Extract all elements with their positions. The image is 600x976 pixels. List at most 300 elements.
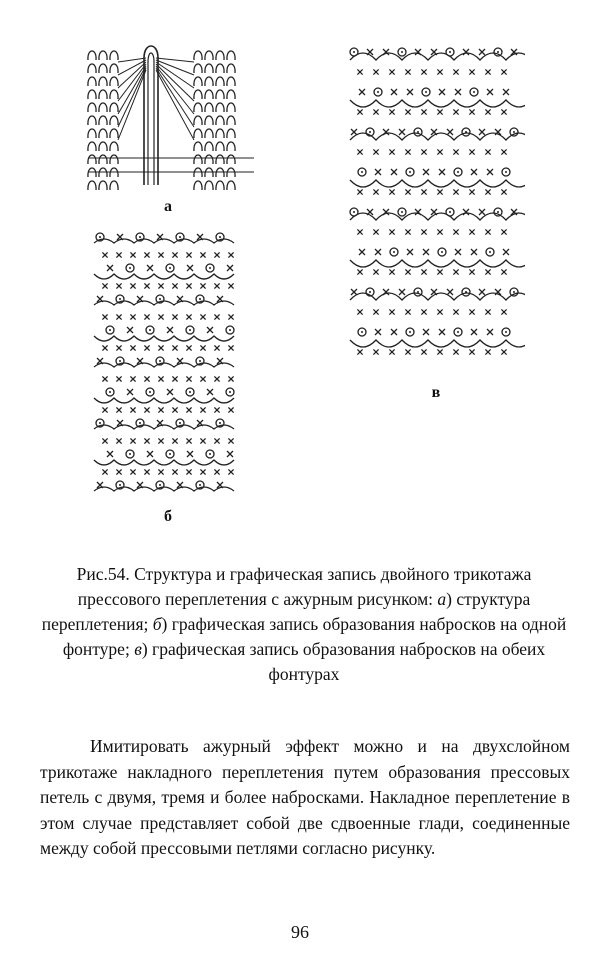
knit-loop: [88, 155, 96, 164]
knit-loop: [205, 77, 213, 86]
cross-mark: [431, 209, 437, 215]
cross-mark: [437, 149, 442, 154]
cross-mark: [501, 189, 506, 194]
knit-loop: [216, 129, 224, 138]
knit-loop: [99, 103, 107, 112]
loop-center: [441, 251, 443, 253]
cross-mark: [431, 49, 437, 55]
knit-loop: [205, 103, 213, 112]
cross-mark: [130, 283, 135, 288]
cross-mark: [228, 283, 233, 288]
loop-center: [401, 51, 403, 53]
knit-loop: [227, 90, 235, 99]
cross-mark: [214, 283, 219, 288]
cross-mark: [102, 314, 107, 319]
knit-loop: [194, 51, 202, 60]
knit-loop: [227, 142, 235, 151]
cross-mark: [399, 289, 405, 295]
cross-mark: [437, 69, 442, 74]
cross-mark: [102, 407, 107, 412]
loop-center: [409, 171, 411, 173]
loop-center: [109, 329, 111, 331]
loop-center: [169, 267, 171, 269]
loop-center: [505, 171, 507, 173]
fan-line: [156, 68, 194, 127]
cross-mark: [172, 314, 177, 319]
loop-center: [119, 484, 121, 486]
knit-loop: [194, 116, 202, 125]
cross-mark: [501, 149, 506, 154]
loop-center: [159, 484, 161, 486]
loop-center: [119, 298, 121, 300]
cross-mark: [485, 349, 490, 354]
knit-loop: [88, 77, 96, 86]
knit-loop: [194, 129, 202, 138]
fan-line: [156, 58, 194, 62]
knit-loop: [216, 142, 224, 151]
cross-mark: [453, 309, 458, 314]
knit-loop: [110, 90, 118, 99]
knit-loop: [99, 129, 107, 138]
cross-mark: [405, 269, 410, 274]
cross-mark: [373, 189, 378, 194]
cross-mark: [172, 376, 177, 381]
cross-mark: [172, 407, 177, 412]
loop-center: [99, 236, 101, 238]
cross-mark: [501, 229, 506, 234]
cross-mark: [471, 249, 477, 255]
knit-loop: [194, 181, 202, 190]
cross-mark: [373, 229, 378, 234]
cross-mark: [144, 252, 149, 257]
cross-mark: [423, 169, 429, 175]
cross-mark: [485, 69, 490, 74]
fan-line: [156, 62, 194, 88]
cross-mark: [187, 265, 193, 271]
cross-mark: [357, 349, 362, 354]
loop-center: [99, 422, 101, 424]
cross-mark: [469, 269, 474, 274]
cross-mark: [405, 309, 410, 314]
cross-mark: [485, 149, 490, 154]
knit-loop: [110, 77, 118, 86]
cross-mark: [172, 438, 177, 443]
page-number: 96: [291, 922, 309, 942]
cross-mark: [367, 49, 373, 55]
cross-mark: [116, 314, 121, 319]
caption-c-text: ) графическая запись образования набросков на обеих фонтурах: [141, 639, 546, 684]
caption-b-marker: б: [152, 614, 162, 634]
cross-mark: [144, 376, 149, 381]
cross-mark: [130, 407, 135, 412]
cross-mark: [130, 252, 135, 257]
loop-center: [179, 422, 181, 424]
cross-mark: [116, 469, 121, 474]
knit-loop: [88, 51, 96, 60]
cross-mark: [207, 389, 213, 395]
loop-center: [369, 291, 371, 293]
cross-mark: [158, 407, 163, 412]
cross-mark: [469, 189, 474, 194]
cross-mark: [227, 265, 233, 271]
cross-mark: [373, 69, 378, 74]
cross-mark: [405, 229, 410, 234]
cross-mark: [437, 269, 442, 274]
knit-loop: [227, 77, 235, 86]
cross-mark: [144, 407, 149, 412]
cross-mark: [130, 438, 135, 443]
cross-mark: [144, 469, 149, 474]
knit-loop: [205, 64, 213, 73]
knit-loop: [88, 103, 96, 112]
knit-loop: [205, 116, 213, 125]
cross-mark: [359, 249, 365, 255]
knit-loop: [194, 90, 202, 99]
cross-mark: [102, 283, 107, 288]
cross-mark: [437, 189, 442, 194]
cross-mark: [485, 189, 490, 194]
cross-mark: [186, 345, 191, 350]
cross-mark: [421, 149, 426, 154]
cross-mark: [357, 309, 362, 314]
cross-mark: [227, 451, 233, 457]
cross-mark: [102, 345, 107, 350]
cross-mark: [455, 89, 461, 95]
cross-mark: [144, 345, 149, 350]
cross-mark: [186, 438, 191, 443]
cross-mark: [431, 289, 437, 295]
cross-mark: [439, 169, 445, 175]
cross-mark: [107, 265, 113, 271]
cross-mark: [423, 329, 429, 335]
cross-mark: [116, 438, 121, 443]
loop-center: [209, 453, 211, 455]
knit-loop: [99, 51, 107, 60]
cross-mark: [167, 327, 173, 333]
cross-mark: [487, 329, 493, 335]
loop-center: [179, 236, 181, 238]
cross-mark: [423, 249, 429, 255]
cross-mark: [437, 349, 442, 354]
cross-mark: [373, 269, 378, 274]
loop-center: [465, 291, 467, 293]
cross-mark: [383, 49, 389, 55]
cross-mark: [357, 109, 362, 114]
fan-line: [118, 68, 146, 127]
cross-mark: [367, 209, 373, 215]
cross-mark: [391, 89, 397, 95]
knit-loop: [216, 181, 224, 190]
figure-c-drawing: [340, 40, 525, 370]
cross-mark: [186, 407, 191, 412]
cross-mark: [158, 252, 163, 257]
cross-mark: [469, 109, 474, 114]
knit-loop: [216, 90, 224, 99]
knit-loop: [227, 129, 235, 138]
loop-center: [229, 391, 231, 393]
cross-mark: [228, 438, 233, 443]
knit-loop: [99, 116, 107, 125]
loop-center: [159, 360, 161, 362]
figure-caption: [40, 562, 568, 687]
cross-mark: [415, 209, 421, 215]
cross-mark: [389, 309, 394, 314]
yarn-course: [350, 180, 525, 187]
cross-mark: [447, 289, 453, 295]
knit-loop: [99, 77, 107, 86]
loop-center: [513, 291, 515, 293]
cross-mark: [447, 129, 453, 135]
cross-mark: [453, 149, 458, 154]
cross-mark: [357, 69, 362, 74]
knit-loop: [194, 77, 202, 86]
cross-mark: [453, 349, 458, 354]
cross-mark: [187, 451, 193, 457]
figure-a-structure: [86, 40, 256, 190]
knit-loop: [194, 103, 202, 112]
loop-center: [361, 331, 363, 333]
cross-mark: [405, 189, 410, 194]
knit-loop: [205, 181, 213, 190]
caption-b-text: ) графическая запись образования набросков на одной фонтуре;: [62, 614, 567, 659]
cross-mark: [437, 109, 442, 114]
cross-mark: [453, 269, 458, 274]
body-paragraph: Имитировать ажурный эффект можно и на двухслойном трикотаже накладного переплетения путем образования прессовых петель с двумя, тремя и более набросками. Накладное переплетение в этом случае представляет собой две сдвоенные глади, соединенные между собой прессовыми петлями согласно рисунку.: [40, 736, 570, 858]
cross-mark: [469, 149, 474, 154]
cross-mark: [405, 109, 410, 114]
figure-c-label: в: [431, 384, 441, 401]
cross-mark: [186, 469, 191, 474]
cross-mark: [373, 109, 378, 114]
loop-center: [361, 171, 363, 173]
loop-center: [449, 51, 451, 53]
knit-loop: [88, 129, 96, 138]
cross-mark: [207, 327, 213, 333]
cross-mark: [455, 249, 461, 255]
knit-loop: [110, 181, 118, 190]
loop-center: [149, 391, 151, 393]
loop-center: [353, 51, 355, 53]
yarn-course: [94, 398, 234, 403]
loop-center: [417, 291, 419, 293]
loop-center: [229, 329, 231, 331]
central-loop-inner: [148, 53, 154, 185]
figure-b-notation: [90, 225, 240, 500]
cross-mark: [200, 407, 205, 412]
cross-mark: [167, 389, 173, 395]
knit-loop: [194, 142, 202, 151]
cross-mark: [479, 129, 485, 135]
cross-mark: [373, 149, 378, 154]
cross-mark: [389, 69, 394, 74]
cross-mark: [421, 309, 426, 314]
loop-center: [489, 251, 491, 253]
loop-center: [497, 51, 499, 53]
cross-mark: [214, 407, 219, 412]
knit-loop: [205, 51, 213, 60]
fan-line: [118, 58, 146, 62]
loop-center: [209, 267, 211, 269]
cross-mark: [479, 49, 485, 55]
cross-mark: [130, 469, 135, 474]
loop-center: [449, 211, 451, 213]
cross-mark: [407, 249, 413, 255]
cross-mark: [214, 252, 219, 257]
yarn-course: [350, 260, 525, 267]
cross-mark: [158, 283, 163, 288]
knit-loop: [205, 155, 213, 164]
cross-mark: [228, 345, 233, 350]
cross-mark: [186, 252, 191, 257]
figure-a-drawing: [86, 40, 256, 190]
fan-line: [118, 70, 146, 140]
cross-mark: [453, 229, 458, 234]
cross-mark: [172, 469, 177, 474]
loop-center: [473, 91, 475, 93]
fan-line: [156, 64, 194, 101]
knit-loop: [110, 142, 118, 151]
yarn-course: [350, 293, 525, 300]
cross-mark: [487, 89, 493, 95]
cross-mark: [158, 469, 163, 474]
knit-loop: [110, 51, 118, 60]
loop-center: [159, 298, 161, 300]
loop-center: [377, 91, 379, 93]
knit-loop: [216, 51, 224, 60]
cross-mark: [357, 189, 362, 194]
loop-center: [169, 453, 171, 455]
cross-mark: [228, 314, 233, 319]
yarn-course: [94, 239, 234, 243]
cross-mark: [158, 345, 163, 350]
cross-mark: [431, 129, 437, 135]
cross-mark: [471, 329, 477, 335]
loop-center: [497, 211, 499, 213]
cross-mark: [144, 283, 149, 288]
yarn-course: [94, 301, 234, 305]
knit-loop: [227, 64, 235, 73]
loop-center: [353, 211, 355, 213]
knit-loop: [99, 90, 107, 99]
cross-mark: [383, 209, 389, 215]
cross-mark: [421, 229, 426, 234]
knit-loop: [110, 155, 118, 164]
cross-mark: [485, 229, 490, 234]
loop-center: [149, 329, 151, 331]
cross-mark: [200, 469, 205, 474]
cross-mark: [463, 209, 469, 215]
yarn-course: [350, 100, 525, 107]
cross-mark: [389, 229, 394, 234]
loop-center: [189, 391, 191, 393]
loop-center: [119, 360, 121, 362]
loop-center: [199, 298, 201, 300]
cross-mark: [147, 265, 153, 271]
figure-c-notation: [340, 40, 525, 370]
cross-mark: [421, 269, 426, 274]
loop-center: [457, 171, 459, 173]
knit-loop: [110, 116, 118, 125]
knit-loop: [88, 116, 96, 125]
cross-mark: [421, 349, 426, 354]
cross-mark: [471, 169, 477, 175]
knit-loop: [227, 51, 235, 60]
knit-loop: [99, 142, 107, 151]
cross-mark: [375, 169, 381, 175]
cross-mark: [437, 229, 442, 234]
cross-mark: [116, 283, 121, 288]
yarn-course: [94, 336, 234, 341]
cross-mark: [200, 283, 205, 288]
yarn-course: [94, 487, 234, 491]
cross-mark: [107, 451, 113, 457]
cross-mark: [359, 89, 365, 95]
caption-a-marker: а: [437, 589, 447, 609]
cross-mark: [102, 376, 107, 381]
cross-mark: [383, 289, 389, 295]
loop-center: [465, 131, 467, 133]
loop-center: [425, 91, 427, 93]
figure-a-label: а: [164, 198, 172, 215]
fan-line: [118, 62, 146, 88]
cross-mark: [375, 329, 381, 335]
cross-mark: [200, 376, 205, 381]
loop-center: [129, 267, 131, 269]
caption-c-marker: в: [134, 639, 142, 659]
cross-mark: [357, 269, 362, 274]
cross-mark: [415, 49, 421, 55]
cross-mark: [389, 149, 394, 154]
yarn-course: [94, 363, 234, 367]
cross-mark: [503, 89, 509, 95]
cross-mark: [389, 269, 394, 274]
cross-mark: [172, 345, 177, 350]
cross-mark: [200, 438, 205, 443]
cross-mark: [200, 314, 205, 319]
cross-mark: [172, 283, 177, 288]
cross-mark: [501, 69, 506, 74]
cross-mark: [127, 389, 133, 395]
knit-loop: [216, 155, 224, 164]
cross-mark: [373, 309, 378, 314]
cross-mark: [501, 269, 506, 274]
yarn-course: [94, 460, 234, 465]
cross-mark: [351, 129, 357, 135]
cross-mark: [437, 309, 442, 314]
knit-loop: [227, 103, 235, 112]
cross-mark: [116, 252, 121, 257]
knit-loop: [216, 116, 224, 125]
cross-mark: [485, 109, 490, 114]
cross-mark: [228, 469, 233, 474]
cross-mark: [228, 376, 233, 381]
cross-mark: [485, 269, 490, 274]
yarn-course: [350, 340, 525, 347]
cross-mark: [469, 69, 474, 74]
loop-center: [457, 331, 459, 333]
cross-mark: [130, 345, 135, 350]
cross-mark: [144, 438, 149, 443]
cross-mark: [127, 327, 133, 333]
knit-loop: [99, 64, 107, 73]
cross-mark: [186, 376, 191, 381]
cross-mark: [453, 189, 458, 194]
cross-mark: [172, 252, 177, 257]
cross-mark: [453, 109, 458, 114]
knit-loop: [205, 90, 213, 99]
cross-mark: [405, 69, 410, 74]
knit-loop: [88, 64, 96, 73]
